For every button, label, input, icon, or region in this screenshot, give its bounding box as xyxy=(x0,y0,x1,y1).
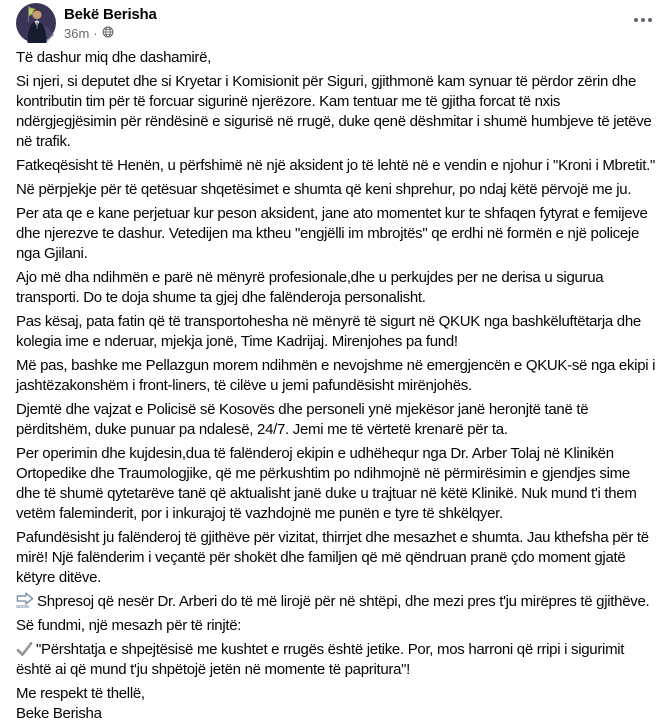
post-paragraph: Per ata qe e kane perjetuar kur peson aksident, jane ato momentet kur te shfaqen fytyrat e femijeve dhe njerezve te dashur. Vetedijen ma ktheu "engjëlli im mbrojtës" qe erdhi në formën e një policeje nga Gjilani. xyxy=(16,205,648,262)
avatar-image xyxy=(16,3,56,43)
svg-text:SOON: SOON xyxy=(16,604,29,610)
post-paragraph: Pafundësisht ju falënderoj të gjithëve për vizitat, thirrjet dhe mesazhet e shumta. Jau kthefsha për të mirë! Një falënderim i veçantë për shokët dhe familjen që më qëndruan pranë çdo moment gjatë këtyre ditëve. xyxy=(16,529,649,586)
timestamp[interactable]: 36m xyxy=(64,25,90,41)
post-header xyxy=(0,0,672,43)
check-icon xyxy=(16,641,33,657)
post-paragraph: Djemtë dhe vajzat e Policisë së Kosovës dhe personeli ynë mjekësor janë heronjtë tanë të përditshëm, duke punuar pa ndalesë, 24/7. Jemi me të vërtetë krenarë për ta. xyxy=(16,401,589,438)
post-paragraph: Në përpjekje për të qetësuar shqetësimet e shumta që keni shprehur, po ndaj këtë përvojë me ju. xyxy=(16,181,632,198)
meta-separator: · xyxy=(93,25,98,41)
signature-line: Me respekt të thellë, xyxy=(16,685,145,702)
post-paragraph: "Përshtatja e shpejtësisë me kushtet e rrugës është jetike. Por, mos harroni që rripi i sigurimit është ai që mund t'ju shpëtojë jetën në momente të papritura"! xyxy=(16,641,625,678)
post-paragraph: Të dashur miq dhe dashamirë, xyxy=(16,49,212,66)
post-paragraph: Ajo më dha ndihmën e parë në mënyrë profesionale,dhe u perkujdes per ne derisa u sigurua transporti. Do te doja shume ta gjej dhe falënderoja personalisht. xyxy=(16,269,604,306)
post-paragraph: Si njeri, si deputet dhe si Kryetar i Komisionit për Siguri, gjithmonë kam synuar të përdor zërin dhe kontributin tim për të forcuar sigurinë njerëzore. Kam tentuar me të gjitha forcat të nxis ndërgjegjësimin për rëndësinë e sigurisë në rrugë, duke qenë dëshmitar i shumë humbjeve të jetëve në trafik. xyxy=(16,73,652,150)
post-paragraph: Pas kësaj, pata fatin që të transportohesha në mënyrë të sigurt në QKUK nga bashkëluftëtarja dhe kolegia ime e nderuar, mjekja jonë, Time Kadrijaj. Mirenjohes pa fund! xyxy=(16,313,641,350)
header-meta xyxy=(64,3,157,42)
post-signature xyxy=(16,684,656,724)
post-paragraph: Fatkeqësisht të Henën, u përfshimë në një aksident jo të lehtë në e vendin e njohur i "Kroni i Mbretit." xyxy=(16,157,655,174)
soon-arrow-icon xyxy=(16,592,34,609)
more-options-button[interactable] xyxy=(628,8,658,32)
signature-line: Beke Berisha xyxy=(16,705,102,722)
avatar[interactable] xyxy=(16,3,56,43)
ellipsis-icon xyxy=(634,18,638,22)
post-paragraph: Së fundmi, një mesazh për të rinjtë: xyxy=(16,617,242,634)
author-name[interactable]: Bekë Berisha xyxy=(64,6,157,23)
post-paragraph: Per operimin dhe kujdesin,dua të falënderoj ekipin e udhëhequr nga Dr. Arber Tolaj në Klinikën Ortopedike dhe Traumologjike, që me përkushtim po ndihmojnë në përmirësimin e gjendjes sime dhe të shumë qytetarëve tanë që aktualisht janë duke u trajtuar në këtë Klinikë. Nuk mund t'i them vetëm faleminderit, por i inkurajoj të vazhdojnë me punën e tyre të shkëlqyer. xyxy=(16,445,637,522)
post-content xyxy=(0,43,672,724)
globe-icon xyxy=(102,26,114,42)
post-meta-row xyxy=(64,25,157,42)
post-paragraph: Më pas, bashke me Pellazgun morem ndihmën e nevojshme në emergjencën e QKUK-së nga ekipi i jashtëzakonshëm i front-liners, të cilëve u jemi pafundësisht mirënjohës. xyxy=(16,357,656,394)
post-paragraph: SOON Shpresoj që nesër Dr. Arberi do të më lirojë për në shtëpi, dhe mezi pres t'ju mirëpres të gjithëve. xyxy=(16,593,650,610)
